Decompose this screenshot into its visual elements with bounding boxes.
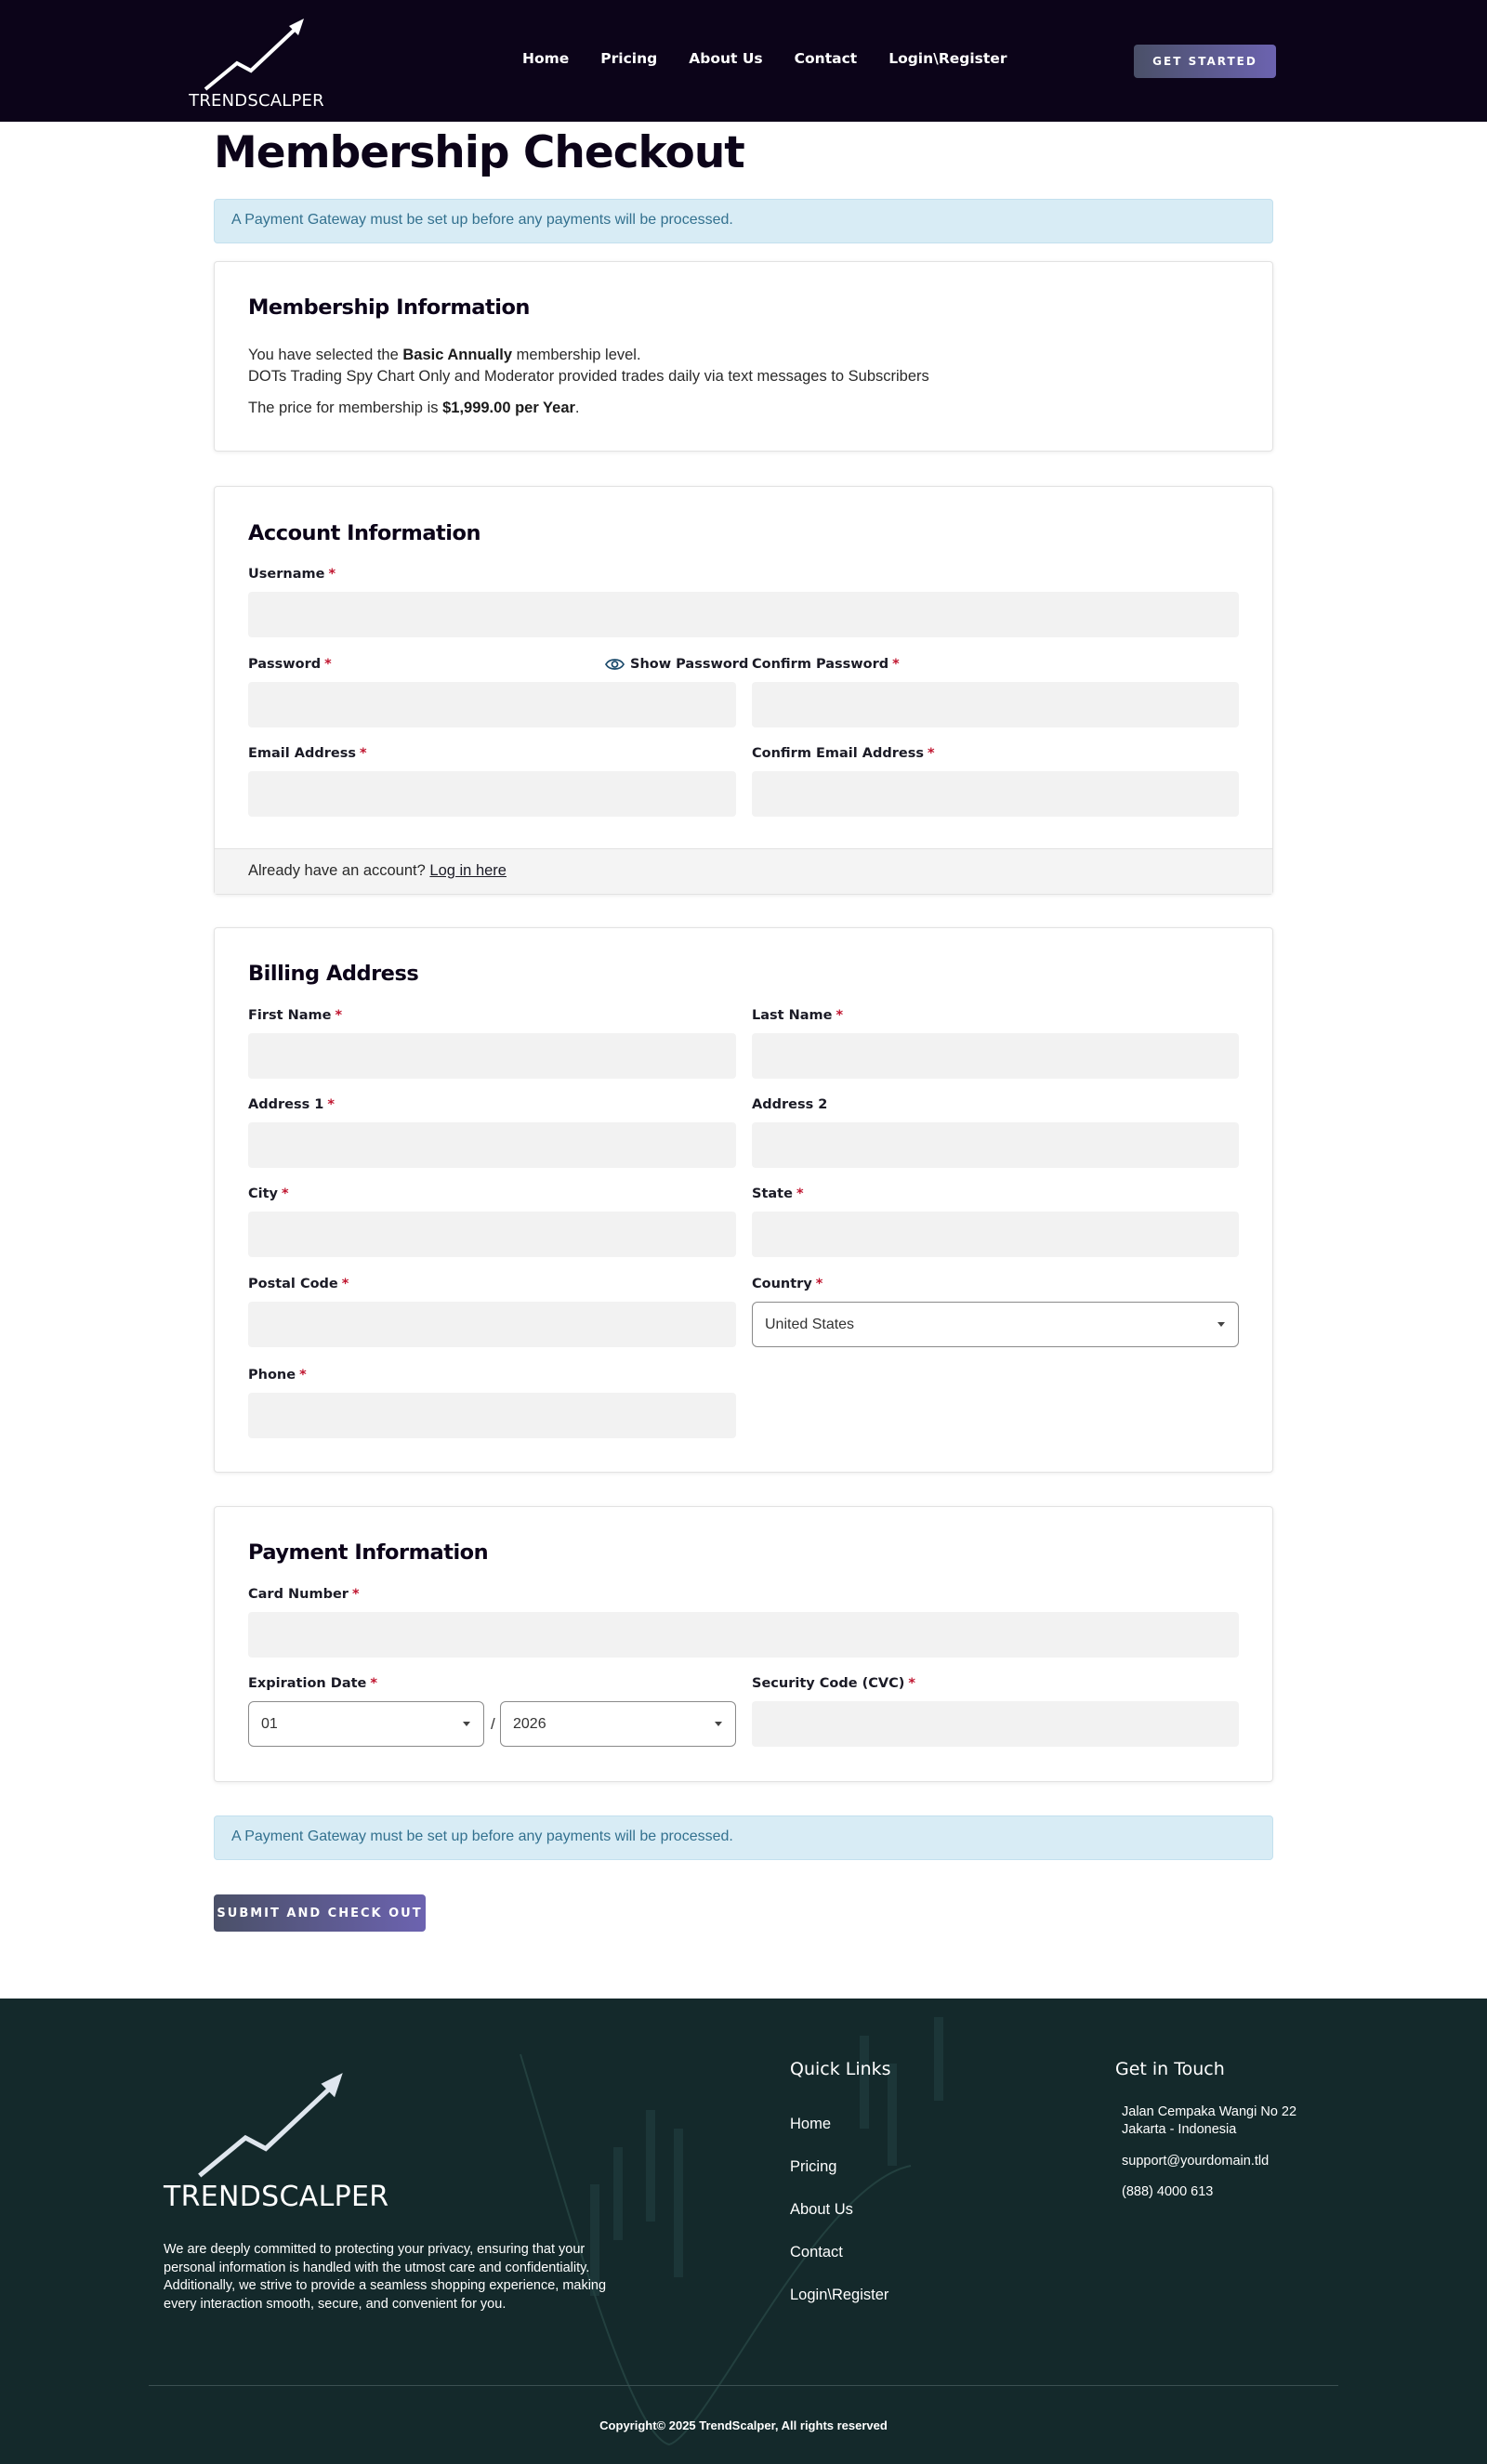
level-prefix: You have selected the: [248, 347, 399, 363]
expiration-month-select[interactable]: [248, 1701, 484, 1747]
nav-about-us[interactable]: About Us: [689, 50, 763, 67]
city-input[interactable]: [248, 1212, 736, 1257]
price-prefix: The price for membership is: [248, 400, 439, 416]
membership-information-title: Membership Information: [248, 295, 530, 320]
card-number-input[interactable]: [248, 1612, 1239, 1658]
footer-divider: [149, 2385, 1338, 2386]
expiration-year-select[interactable]: [500, 1701, 736, 1747]
main-nav: [522, 50, 1038, 67]
billing-address-card: [214, 927, 1273, 1473]
address-line-2: Jakarta - Indonesia: [1122, 2122, 1237, 2137]
confirm-password-input[interactable]: [752, 682, 1239, 727]
confirm-email-label: Confirm Email Address *: [752, 746, 935, 761]
membership-level-text: [248, 347, 641, 364]
nav-contact[interactable]: Contact: [794, 50, 858, 67]
site-logo[interactable]: [189, 9, 324, 111]
email-label: Email Address *: [248, 746, 367, 761]
address-line-1: Jalan Cempaka Wangi No 22: [1122, 2104, 1297, 2119]
payment-information-title: Payment Information: [248, 1540, 489, 1565]
footer-email[interactable]: support@yourdomain.tld: [1122, 2154, 1270, 2169]
footer-link-pricing[interactable]: Pricing: [790, 2158, 837, 2175]
state-input[interactable]: [752, 1212, 1239, 1257]
level-suffix: membership level.: [516, 347, 641, 363]
country-label: Country *: [752, 1277, 823, 1291]
email-input[interactable]: [248, 771, 736, 817]
expiration-separator: /: [491, 1715, 495, 1733]
chevron-down-icon: [715, 1722, 722, 1726]
page-title: Membership Checkout: [214, 127, 744, 178]
billing-address-title: Billing Address: [248, 962, 419, 986]
address2-input[interactable]: [752, 1122, 1239, 1168]
site-header: [0, 0, 1487, 122]
footer-logo-text: TRENDSCALPER: [164, 2181, 389, 2213]
nav-pricing[interactable]: Pricing: [600, 50, 658, 67]
show-password-toggle[interactable]: [605, 657, 748, 672]
state-label: State *: [752, 1186, 804, 1201]
confirm-email-input[interactable]: [752, 771, 1239, 817]
postal-code-input[interactable]: [248, 1302, 736, 1347]
footer-link-about-us[interactable]: About Us: [790, 2201, 853, 2218]
postal-code-label: Postal Code *: [248, 1277, 349, 1291]
gateway-alert-top: A Payment Gateway must be set up before any payments will be processed.: [214, 199, 1273, 243]
chevron-down-icon: [463, 1722, 470, 1726]
confirm-password-label: Confirm Password *: [752, 657, 900, 672]
site-footer: [0, 1999, 1487, 2464]
last-name-label: Last Name *: [752, 1008, 844, 1023]
get-in-touch-title: Get in Touch: [1115, 2059, 1225, 2079]
account-information-title: Account Information: [248, 521, 480, 545]
eye-icon: [605, 657, 625, 672]
chevron-down-icon: [1217, 1322, 1225, 1327]
expiration-year-value: 2026: [513, 1716, 546, 1732]
submit-checkout-button[interactable]: SUBMIT AND CHECK OUT: [214, 1894, 426, 1932]
expiration-date-label: Expiration Date *: [248, 1676, 377, 1691]
footer-address: [1122, 2104, 1296, 2139]
trend-chart-logo-icon: [191, 2056, 364, 2184]
cvc-input[interactable]: [752, 1701, 1239, 1747]
membership-price: $1,999.00 per Year: [442, 400, 575, 416]
nav-home[interactable]: Home: [522, 50, 570, 67]
last-name-input[interactable]: [752, 1033, 1239, 1079]
copyright: Copyright© 2025 TrendScalper, All rights reserved: [599, 2418, 888, 2432]
username-input[interactable]: [248, 592, 1239, 637]
cvc-label: Security Code (CVC) *: [752, 1676, 915, 1691]
trend-chart-logo-icon: [200, 9, 319, 93]
username-label: Username *: [248, 567, 336, 582]
country-select[interactable]: [752, 1302, 1239, 1347]
phone-label: Phone *: [248, 1368, 307, 1383]
get-started-button[interactable]: GET STARTED: [1134, 45, 1276, 78]
first-name-label: First Name *: [248, 1008, 343, 1023]
account-information-card: [214, 486, 1273, 895]
city-label: City *: [248, 1186, 289, 1201]
price-suffix: .: [574, 400, 580, 416]
card-number-label: Card Number *: [248, 1587, 360, 1602]
nav-login-register[interactable]: Login\Register: [888, 50, 1007, 67]
login-prompt: [215, 848, 1272, 894]
expiration-month-value: 01: [261, 1716, 278, 1732]
footer-link-contact[interactable]: Contact: [790, 2244, 843, 2261]
footer-link-login-register[interactable]: Login\Register: [790, 2287, 889, 2303]
footer-about-text: We are deeply committed to protecting your privacy, ensuring that your personal information is handled with the utmost care and confidentiality. Additionally, we strive to provide a seamless shopping experience, making every interaction smooth, secure, and convenient for you.: [164, 2242, 607, 2312]
footer-phone[interactable]: (888) 4000 613: [1122, 2184, 1214, 2199]
footer-link-home[interactable]: Home: [790, 2116, 832, 2132]
login-link[interactable]: Log in here: [429, 862, 507, 879]
membership-description: DOTs Trading Spy Chart Only and Moderator provided trades daily via text messages to Subscribers: [248, 368, 929, 385]
address1-label: Address 1 *: [248, 1097, 335, 1112]
login-prompt-text: Already have an account?: [248, 862, 426, 879]
address2-label: Address 2: [752, 1097, 828, 1112]
address1-input[interactable]: [248, 1122, 736, 1168]
show-password-label: Show Password: [630, 657, 749, 672]
quick-links-title: Quick Links: [790, 2059, 891, 2079]
logo-text: TRENDSCALPER: [189, 91, 324, 111]
first-name-input[interactable]: [248, 1033, 736, 1079]
password-input[interactable]: [248, 682, 736, 727]
membership-information-card: [214, 261, 1273, 452]
phone-input[interactable]: [248, 1393, 736, 1438]
country-value: United States: [765, 1317, 855, 1332]
payment-information-card: [214, 1506, 1273, 1782]
membership-price-text: [248, 400, 580, 417]
gateway-alert-bottom: A Payment Gateway must be set up before any payments will be processed.: [214, 1815, 1273, 1860]
password-label: Password *: [248, 657, 332, 672]
level-name: Basic Annually: [402, 347, 513, 363]
footer-logo[interactable]: [164, 2056, 389, 2222]
